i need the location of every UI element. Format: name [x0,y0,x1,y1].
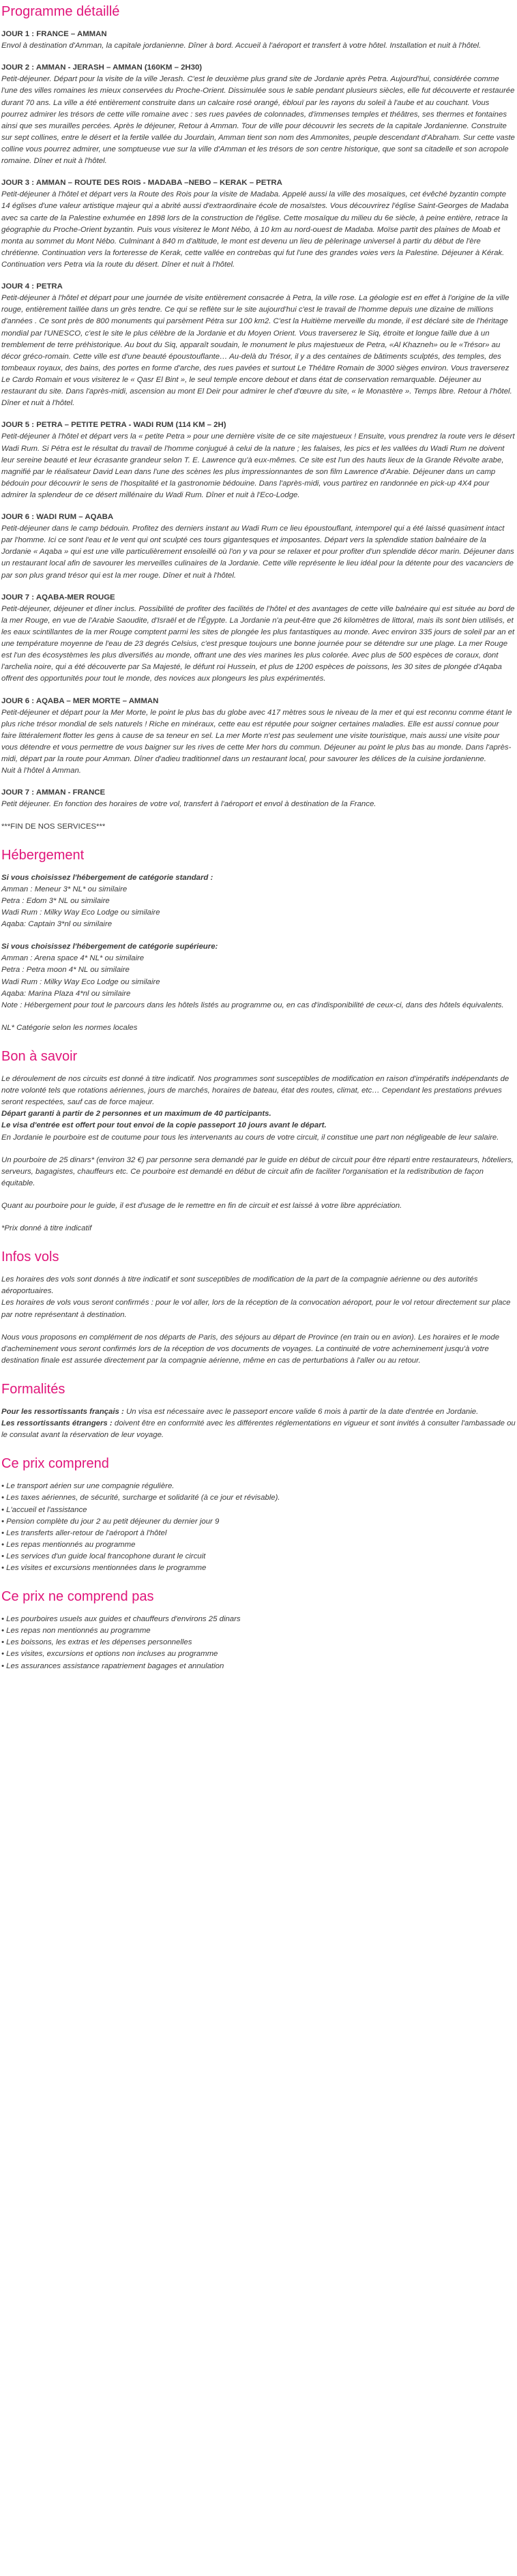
infos-vols-heading: Infos vols [1,1249,59,1265]
hotel-item: Note : Hébergement pour tout le parcours dans les hôtels listés au programme ou, en cas d'indisponibilité de ceux-ci, dans des hôtels équivalents. [1,1001,504,1009]
day-title: JOUR 7 : AMMAN - FRANCE [1,788,106,797]
day-description: Petit-déjeuner, déjeuner et dîner inclus. Possibilité de profiter des facilités de l'hôtel et des avantages de cette ville balnéaire qui est située au bord de la mer Rouge, en vue de l'Arabie Saoudite, d'Israël et de l'Égypte. La Jordanie n'a peut-être que 26 kilomètres de littoral, mais ils sont bien utilisés, et les eaux scintillantes de la mer Rouge comptent parmi les sites de plongée les plus fantastiques au monde. Avec environ 335 jours de soleil par an et une température moyenne de l'eau de 23 degrés Celsius, c'est presque toujours une bonne journée pour se détendre sur une plage. La mer Rouge est l'un des écosystèmes les plus diversifiés au monde, offrant une des vies marines les plus colorée. Avec plus de 500 espèces de coraux, dont l'archelia noire, qui a été découverte par Sa Majesté, le défunt roi Hussein, et plus de 1200 espèces de poissons, les 30 sites de plongée d'Aqaba offrent des opportunités pour tout le monde, des novices aux plongeurs les plus expérimentés. [1,604,515,683]
day-title: JOUR 6 : WADI RUM – AQABA [1,513,114,522]
included-item: • L'accueil et l'assistance [1,1505,516,1516]
formalites-etrangers-text: doivent être en conformité avec les différentes réglementations en vigueur et sont invités à consulter l'ambassade ou le consulat avant la réservation de leur voyage. [1,1419,516,1440]
end-note: ***FIN DE NOS SERVICES*** [1,822,106,831]
formalites-section [1,1378,516,1441]
day-entry [1,787,516,810]
days-list [1,29,516,811]
day-description: Petit-déjeuner à l'hôtel et départ vers la Route des Rois pour la visite de Madaba. Appelé aussi la ville des mosaïques, cet évêché byzantin compte 14 églises d'une valeur artistique majeur qui a abrité aussi d'extraordinaire école de mosaïstes. Vous découvrirez l'église Saint-Georges de Madaba avec sa carte de la Palestine exhumée en 1898 lors de la construction de l'église. Cette mosaïque du milieu du 6e siècle, à peine entière, retrace la géographie du Proche-Orient byzantin. Puis vous visiterez le Mont Nébo, à 10 km au nord-ouest de Madaba. Moïse partit des plaines de Moab et monta au sommet du Mont Nébo. Culminant à 840 m d'altitude, le mont est devenu un lieu de pèlerinage universel à partir du début de l'ère chrétienne. Continuation vers la forteresse de Kerak, cette vallée en contrebas qui fut l'une des grandes voies vers la Palestine. Déjeuner à Kérak. Continuation vers Petra via la route du désert. Dîner et nuit à l'hôtel. [1,190,509,269]
included-item: • Les repas mentionnés au programme [1,1539,516,1551]
day-title: JOUR 7 : AQABA-MER ROUGE [1,593,115,602]
included-item: • Les transferts aller-retour de l'aéroport à l'hôtel [1,1528,516,1539]
day-title: JOUR 3 : AMMAN – ROUTE DES ROIS - MADABA –NEBO – KERAK – PETRA [1,179,282,188]
day-title: JOUR 4 : PETRA [1,282,63,291]
prix-ne-comprend-section [1,1585,516,1672]
hotel-item: Aqaba: Marina Plaza 4*nl ou similaire [1,989,131,998]
day-description: Petit-déjeuner et départ pour la Mer Morte, le point le plus bas du globe avec 417 mètres sous le niveau de la mer et qui est reconnu comme étant le plus riche trésor mondial de sels naturels ! Riche en minéraux, cette eau est réputée pour soigner certaines maladies. Elle est aussi connue pour faire littéralement flotter les gens à cause de sa teneur en sel. La mer Morte n'est pas seulement une visite touristique, mais aussi une visite pour vous détendre et vous permettre de vous baigner sur les rives de cette Mer hors du commun. Déjeuner au point le plus bas au monde. Dans l'après-midi, départ par la route pour Amman. Dîner d'adieu traditionnel dans un restaurant local, pour savourer les délices de la cuisine jordanienne. Nuit à l'hôtel à Amman. [1,708,512,775]
bon-a-savoir-heading: Bon à savoir [1,1048,78,1064]
superieure-hotels-list [1,953,516,1011]
standard-title: Si vous choisissez l'hébergement de catégorie standard : [1,873,213,882]
included-item: • Les visites et excursions mentionnées dans le programme [1,1563,516,1574]
day-title: JOUR 2 : AMMAN - JERASH – AMMAN (160KM – 2H30) [1,63,203,72]
excluded-item: • Les pourboires usuels aux guides et chauffeurs d'environs 25 dinars [1,1614,516,1625]
infos-vols-p3: Nous vous proposons en complément de nos départs de Paris, des séjours au départ de Province (en train ou en avion). Les horaires et le mode d'acheminement vous seront confirmés lors de la réception de vos documents de voyages. La continuité de votre acheminement jusqu'à votre destination finale est assurée directement par la compagnie aérienne, même en cas de perturbations à l'aller ou au retour. [1,1333,500,1365]
programme-section [1,0,516,833]
hotel-item: Amman : Meneur 3* NL* ou similaire [1,885,128,893]
day-description: Petit-déjeuner dans le camp bédouin. Profitez des derniers instant au Wadi Rum ce lieu époustouflant, intemporel qui a été laissé quasiment intact par l'homme. Ici ce sont l'eau et le vent qui ont sculpté ces tours gigantesques et imposantes. Départ vers la splendide station balnéaire de la Jordanie « Aqaba » qui est une ville particulièrement ensoleillé où l'on y va pour se relaxer et pour profiter d'un splendide décor marin. Déjeuner dans un restaurant local afin de savourer les merveilles culinaires de la Jordanie. Cette ville représente le lieu idéal pour la détente pour des vacanciers de par son plus grand trésor qui est la mer rouge. Dîner et nuit à l'hôtel. [1,524,514,580]
day-entry [1,592,516,685]
excluded-item: • Les boissons, les extras et les dépenses personnelles [1,1637,516,1648]
prix-ne-comprend-list [1,1614,516,1672]
included-item: • Le transport aérien sur une compagnie régulière. [1,1481,516,1492]
day-entry [1,512,516,582]
programme-heading: Programme détaillé [1,4,120,19]
day-entry [1,29,516,52]
hotel-item: Amman : Arena space 4* NL* ou similaire [1,954,145,963]
included-item: • Les services d'un guide local francophone durant le circuit [1,1551,516,1563]
excluded-item: • Les repas non mentionnés au programme [1,1625,516,1637]
bon-a-savoir-p1: Le déroulement de nos circuits est donné à titre indicatif. Nos programmes sont susceptibles de modification en raison d'impératifs indépendants de notre volonté tels que rotations aériennes, jours de marchés, horaires de bateau, état des routes, climat, etc… Cependant les prestations prévues seront respectées, sauf cas de force majeur. [1,1074,509,1107]
norms-footnote: NL* Catégorie selon les normes locales [1,1023,138,1032]
pourboire-coutume: En Jordanie le pourboire est de coutume pour tous les intervenants au cours de votre circuit, il constitue une part non négligeable de leur salaire. [1,1133,499,1142]
hotel-item: Petra : Petra moon 4* NL ou similaire [1,966,130,975]
excluded-item: • Les visites, excursions et options non incluses au programme [1,1648,516,1660]
day-entry [1,281,516,409]
day-title: JOUR 6 : AQABA – MER MORTE – AMMAN [1,696,159,705]
day-entry [1,62,516,167]
formalites-etrangers [1,1418,516,1441]
formalites-francais-text: Un visa est nécessaire avec le passeport encore valide 6 mois à partir de la date d'entrée en Jordanie. [123,1407,479,1416]
prix-comprend-heading: Ce prix comprend [1,1456,109,1472]
day-description: Petit-déjeuner à l'hôtel et départ pour une journée de visite entièrement consacrée à Petra, la ville rose. La géologie est en effet à l'origine de la ville rouge, entièrement taillée dans un grès tendre. Ce qui se reflète sur le site aujourd'hui c'est le travail de l'homme depuis une dizaine de millions d'années . Ce sont près de 800 monuments qui parsèment Pétra sur 100 km2. C'est la Huitième merveille du monde, il est déclaré site de l'héritage mondial par l'UNESCO, c'est le site le plus célèbre de la Jordanie et du Moyen Orient. Vous traverserez le Siq, étroite et longue faille due à un tremblement de terre préhistorique. Au bout du Siq, apparaît soudain, le monument le plus majestueux de Petra, «Al Khazneh» ou le «Trésor» au décor gréco-romain. Cette ville est d'une beauté époustouflante… Au-delà du Trésor, il y a des centaines de bâtiments sculptés, des temples, des tombeaux royaux, des bains, des portes en forme d'arche, des rues pavées et surtout Le Théâtre Romain de 3000 sièges environ. Vous traverserez Le Cardo Romain et vous visiterez le « Qasr El Bint », le seul temple encore debout et dans état de conservation remarquable. Déjeuner au restaurant du site. Dans l'après-midi, ascension au mont El Deir pour admirer le chef d'œuvre du site, « le Monastère ». Temps libre. Retour à l'hôtel. Dîner et nuit à l'hôtel. [1,294,512,408]
infos-vols-section [1,1245,516,1367]
infos-vols-p2: Les horaires de vols vous seront confirmés : pour le vol aller, lors de la réception de la convocation aéroport, pour le vol retour directement sur place par notre représentant à destination. [1,1299,511,1319]
hotel-item: Wadi Rum : Milky Way Eco Lodge ou similaire [1,908,160,917]
day-description: Envol à destination d'Amman, la capitale jordanienne. Dîner à bord. Accueil à l'aéroport et transfert à votre hôtel. Installation et nuit à l'hôtel. [1,42,482,50]
included-item: • Les taxes aériennes, de sécurité, surcharge et solidarité (à ce jour et révisable). [1,1492,516,1504]
formalites-etrangers-label: Les ressortissants étrangers : [1,1419,113,1428]
day-description: Petit-déjeuner à l'hôtel et départ vers la « petite Petra » pour une dernière visite de ce site majestueux ! Ensuite, vous prendrez la route vers le désert Wadi Rum. Si Pétra est le résultat du travail de l'homme conjugué à celui de la nature ; les falaises, les pics et les vallées du Wadi Rum ne doivent leur sereine beauté et leur écrasante grandeur selon T. E. Lawrence qu'à eux-mêmes. Ce site est l'un des hauts lieux de la Grande Révolte arabe, magnifié par le réalisateur David Lean dans l'une des scènes les plus impressionnantes de son film Lawrence d'Arabie. Déjeuner dans un camp bédouin pour découvrir le sens de l'hospitalité et la gastronomie bédouine. Dans l'après-midi, vous partirez en randonnée en pick-up 4X4 pour admirer la splendeur de ce désert millénaire du Wadi Rum. Dîner et nuit à l'Eco-Lodge. [1,432,515,499]
hebergement-heading: Hébergement [1,847,85,863]
hotel-item: Petra : Edom 3* NL ou similaire [1,896,110,905]
day-title: JOUR 1 : FRANCE – AMMAN [1,30,107,38]
day-description: Petit-déjeuner. Départ pour la visite de la ville Jerash. C'est le deuxième plus grand site de Jordanie après Petra. Aujourd'hui, considérée comme l'une des villes romaines les mieux conservées du Proche-Orient. Dissimulée sous le sable pendant plusieurs siècles, elle fut découverte et restaurée durant 70 ans. La ville a été entièrement construite dans un calcaire rosé orangé, éblouï par les rayons du soleil à l'aube et au couchant. Vous pourrez admirer les trésors de cette ville romaine avec : ses rues pavées de colonnades, d'immenses temples et théâtres, ses thermes et fontaines ainsi que ses murailles percées. Après le déjeuner, Retour à Amman. Tour de ville pour découvrir les secrets de la capitale Jordanienne. Construite sur sept collines, entre le désert et la fertile vallée du Jourdain, Amman tient son nom des Ammonites, peuple descendant d'Abraham. Sur cette vaste colline vous pourrez admirer, une somptueuse vue sur la ville d'Amman et les trésors de son centre historique, que sont sa citadelle et son acropole romaine. Dîner et nuit à l'hôtel. [1,75,515,166]
included-item: • Pension complète du jour 2 au petit déjeuner du dernier jour 9 [1,1516,516,1528]
pourboire-montant: Un pourboire de 25 dinars* (environ 32 €) par personne sera demandé par le guide en début de circuit pour être réparti entre restaurateurs, hôteliers, serveurs, bagagistes, chauffeurs etc. Ce pourboire est demandé en début de circuit afin de faciliter l'organisation et la redistribution de façon équitable. [1,1155,514,1187]
visa-offert: Le visa d'entrée est offert pour tout envoi de la copie passeport 10 jours avant le départ. [1,1121,327,1130]
prix-comprend-list [1,1481,516,1574]
formalites-francais [1,1406,516,1418]
pourboire-guide: Quant au pourboire pour le guide, il est d'usage de le remettre en fin de circuit et est laissé à votre libre appréciation. [1,1201,402,1210]
infos-vols-p1: Les horaires des vols sont donnés à titre indicatif et sont susceptibles de modification de la part de la compagnie aérienne ou des autorités aéroportuaires. [1,1275,478,1296]
standard-hotels-list [1,884,516,930]
prix-comprend-section [1,1452,516,1574]
day-entry [1,696,516,778]
hebergement-section [1,844,516,1034]
formalites-francais-label: Pour les ressortissants français : [1,1407,124,1416]
prix-indicatif-note: *Prix donné à titre indicatif [1,1224,92,1233]
day-entry [1,419,516,501]
formalites-heading: Formalités [1,1381,65,1397]
depart-garanti: Départ garanti à partir de 2 personnes et un maximum de 40 participants. [1,1110,271,1119]
day-entry [1,177,516,271]
superieure-title: Si vous choisissez l'hébergement de catégorie supérieure: [1,943,218,951]
day-description: Petit déjeuner. En fonction des horaires de votre vol, transfert à l'aéroport et envol à destination de la France. [1,800,376,809]
day-title: JOUR 5 : PETRA – PETITE PETRA - WADI RUM (114 KM – 2H) [1,421,226,430]
excluded-item: • Les assurances assistance rapatriement bagages et annulation [1,1661,516,1672]
hotel-item: Wadi Rum : Milky Way Eco Lodge ou similaire [1,977,160,986]
prix-ne-comprend-heading: Ce prix ne comprend pas [1,1589,154,1605]
bon-a-savoir-section [1,1045,516,1234]
hotel-item: Aqaba: Captain 3*nl ou similaire [1,920,113,929]
